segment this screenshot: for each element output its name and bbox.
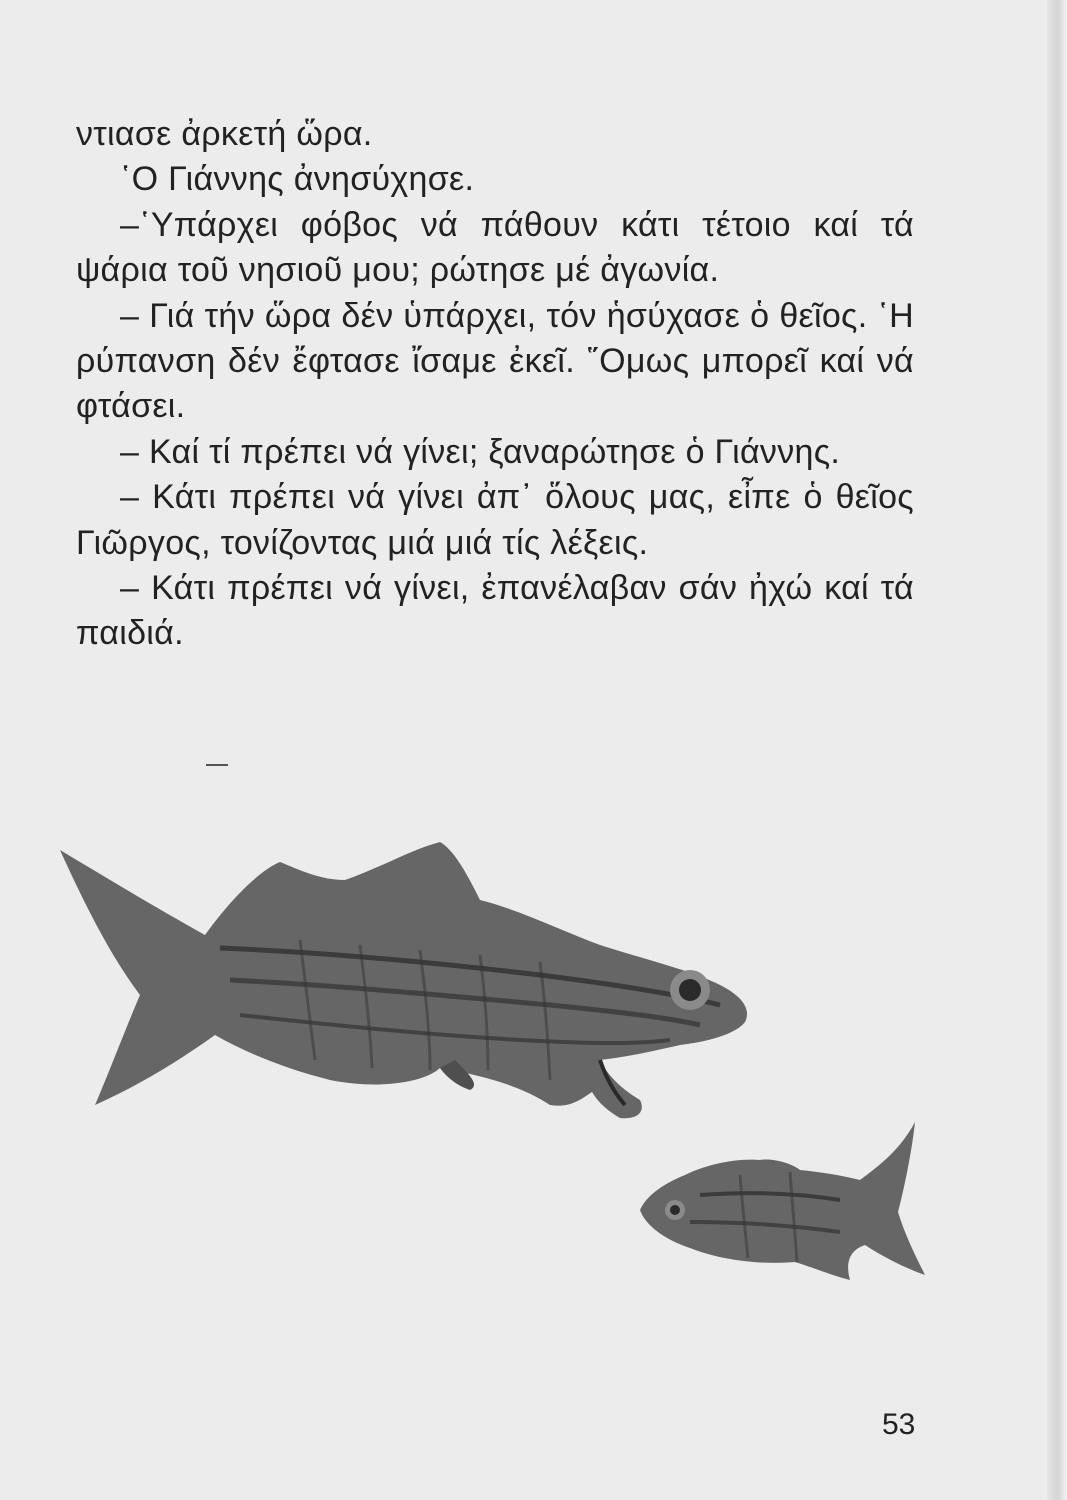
- paragraph-5: – Καί τί πρέπει νά γίνει; ξαναρώτησε ὁ Γιάννης.: [120, 432, 841, 471]
- paragraph-2: ῾Ο Γιάννης ἀνησύχησε.: [120, 160, 475, 199]
- small-fish-icon: [640, 1122, 925, 1280]
- paragraph-7: – Κάτι πρέπει νά γίνει, ἐπανέλαβαν σάν ἠχώ καί τά παιδιά.: [76, 569, 914, 653]
- paragraph-3: –῾Υπάρχει φόβος νά πάθουν κάτι τέτοιο καί τά ψάρια τοῦ νησιοῦ μου; ρώτησε μέ ἀγωνία.: [76, 205, 914, 290]
- page-number: 53: [882, 1408, 916, 1441]
- paragraph-6: – Κάτι πρέπει νά γίνει ἀπ᾿ ὅλους μας, εἶπε ὁ θεῖος Γιῶργος, τονίζοντας μιά μιά τίς λέξεις.: [76, 478, 914, 562]
- large-fish-icon: [60, 842, 747, 1118]
- paragraph-1: ντιασε ἀρκετή ὥρα.: [76, 115, 373, 153]
- paragraph-4: – Γιά τήν ὥρα δέν ὑπάρχει, τόν ἡσύχασε ὁ θεῖος. ῾Η ρύπανση δέν ἔφτασε ἴσαμε ἐκεῖ. ῞Ομως μπορεῖ καί νά φτάσει.: [76, 296, 914, 426]
